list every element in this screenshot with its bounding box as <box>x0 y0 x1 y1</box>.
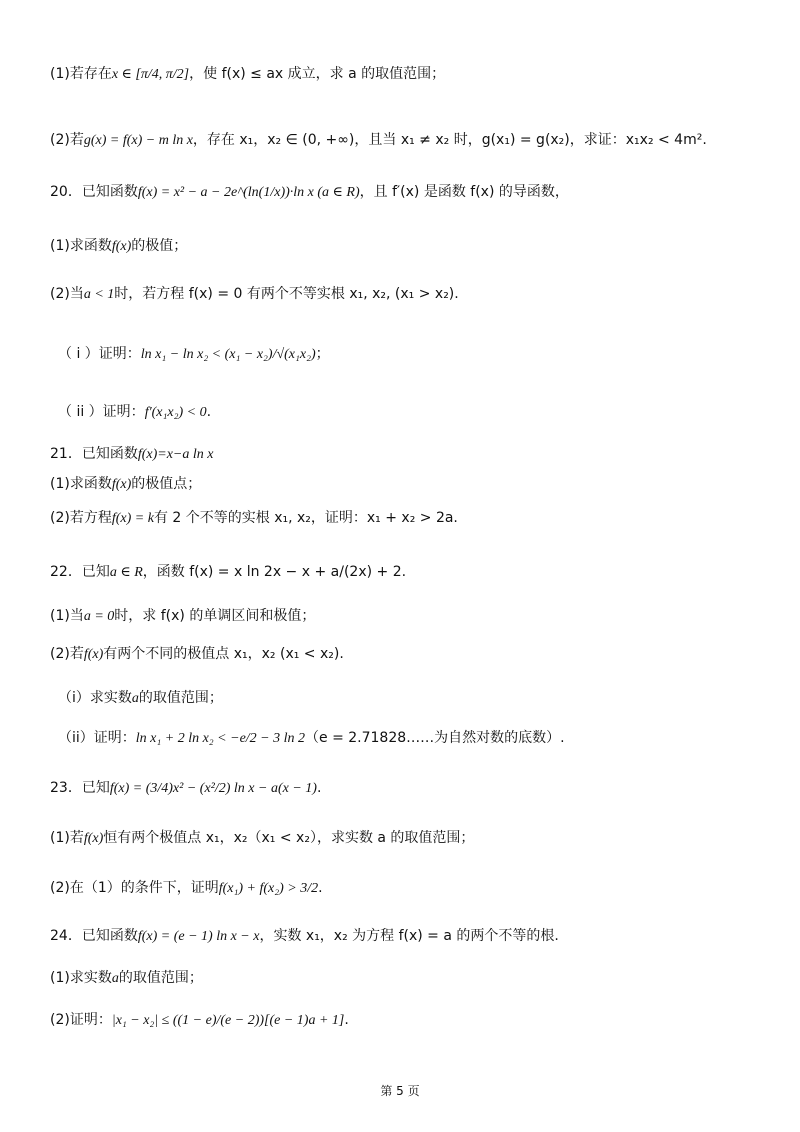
q21-stem <box>50 444 760 465</box>
q22-part2-ii-math: ln x₁ + 2 ln x₂ < −e/2 − 3 ln 2 <box>135 731 306 746</box>
q20-part2-pre: (2)当 <box>50 286 84 302</box>
q19-part1-pre: (1)若存在 <box>50 66 112 82</box>
q22-part2-i-math: a <box>131 691 139 706</box>
q19-part1 <box>50 64 760 85</box>
q20-part1-post: 的极值； <box>131 238 188 254</box>
q20-part1-pre: (1)求函数 <box>50 238 112 254</box>
q22-part2-i <box>58 688 760 709</box>
q21-part2-post: 有 2 个不等的实根 x₁, x₂，证明：x₁ + x₂ > 2a. <box>153 510 458 526</box>
q21-part1-pre: (1)求函数 <box>50 476 112 492</box>
q22-stem-math: a ∈ R <box>109 565 143 580</box>
q20-part1 <box>50 236 760 257</box>
q22-stem-pre: 22．已知 <box>50 564 110 580</box>
q19-part2-pre: (2)若 <box>50 132 84 148</box>
q24-part2-post: . <box>344 1012 349 1028</box>
q23-part2-post: . <box>318 880 323 896</box>
q23-stem-post: . <box>316 780 322 796</box>
q23-stem-pre: 23．已知 <box>50 780 110 796</box>
q21-part1 <box>50 474 760 495</box>
q23-part1-pre: (1)若 <box>50 830 84 846</box>
q20-stem <box>50 182 760 203</box>
q22-part1 <box>50 606 760 627</box>
q22-part1-pre: (1)当 <box>50 608 84 624</box>
q24-part2-pre: (2)证明： <box>50 1012 112 1028</box>
q23-part2-math: f(x₁) + f(x₂) > 3/2 <box>218 881 319 896</box>
q20-part2-i-math: ln x₁ − ln x₂ < (x₁ − x₂)/√(x₁x₂) <box>140 347 316 362</box>
q21-stem-pre: 21．已知函数 <box>50 446 138 462</box>
q20-part2-ii-math: f′(x₁x₂) < 0 <box>144 405 207 420</box>
q23-stem <box>50 778 760 799</box>
q24-part1-math: a <box>111 971 119 986</box>
q22-part2-pre: (2)若 <box>50 646 84 662</box>
q23-part1-post: 恒有两个极值点 x₁，x₂（x₁ < x₂），求实数 a 的取值范围； <box>103 830 475 846</box>
q20-part2-ii-pre: （ ii ）证明： <box>58 404 145 420</box>
q20-part2-ii <box>58 402 760 423</box>
q23-part2-pre: (2)在（1）的条件下，证明 <box>50 880 219 896</box>
q20-stem-post: ，且 f′(x) 是函数 f(x) 的导函数， <box>359 184 569 200</box>
q24-stem-post: ，实数 x₁，x₂ 为方程 f(x) = a 的两个不等的根. <box>259 928 559 944</box>
q22-part2-post: 有两个不同的极值点 x₁，x₂ (x₁ < x₂). <box>103 646 344 662</box>
q20-stem-pre: 20．已知函数 <box>50 184 138 200</box>
q21-part1-math: f(x) <box>111 477 132 492</box>
q24-part2 <box>50 1010 760 1031</box>
q21-part2 <box>50 508 760 529</box>
q23-part1-math: f(x) <box>83 831 104 846</box>
q21-stem-math: f(x)=x−a ln x <box>137 447 214 462</box>
q19-part2 <box>50 130 760 151</box>
q20-part1-math: f(x) <box>111 239 132 254</box>
q21-part1-post: 的极值点； <box>131 476 202 492</box>
q23-part2 <box>50 878 760 899</box>
q24-part1 <box>50 968 760 989</box>
q20-part2-i-post: ； <box>315 346 330 362</box>
q22-part2-i-pre: （i）求实数 <box>58 690 132 706</box>
q24-stem-math: f(x) = (e − 1) ln x − x <box>137 929 260 944</box>
q21-part2-pre: (2)若方程 <box>50 510 112 526</box>
q19-part1-math: x ∈ [π/4, π/2] <box>111 67 190 82</box>
q22-part2-ii <box>58 728 760 749</box>
q24-part1-post: 的取值范围； <box>118 970 203 986</box>
q20-part2-ii-post: . <box>206 404 212 420</box>
q24-part2-math: |x₁ − x₂| ≤ ((1 − e)/(e − 2))[(e − 1)a + 1] <box>111 1013 345 1028</box>
q20-part2-i-pre: （ i ）证明： <box>58 346 141 362</box>
q22-part2-math: f(x) <box>83 647 104 662</box>
q21-part2-math: f(x) = k <box>111 511 154 526</box>
q22-part1-post: 时，求 f(x) 的单调区间和极值； <box>114 608 316 624</box>
q20-part2 <box>50 284 760 305</box>
q23-part1 <box>50 828 760 849</box>
q20-stem-math: f(x) = x² − a − 2e^(ln(1/x))·ln x (a ∈ R) <box>137 185 360 200</box>
q24-stem <box>50 926 760 947</box>
q20-part2-math: a < 1 <box>83 287 115 302</box>
q20-part2-i <box>58 344 760 365</box>
q22-part2-ii-pre: （ii）证明： <box>58 730 136 746</box>
q22-part2-ii-post: （e = 2.71828……为自然对数的底数）. <box>305 730 565 746</box>
q22-part2-i-post: 的取值范围； <box>138 690 223 706</box>
q19-part2-math: g(x) = f(x) − m ln x <box>83 133 193 148</box>
q19-part1-post: ，使 f(x) ≤ ax 成立，求 a 的取值范围； <box>189 66 446 82</box>
q22-part1-math: a = 0 <box>83 609 115 624</box>
q22-stem-post: ，函数 f(x) = x ln 2x − x + a/(2x) + 2. <box>142 564 407 580</box>
q22-stem <box>50 562 760 583</box>
q22-part2 <box>50 644 760 665</box>
q19-part2-post: ，存在 x₁，x₂ ∈ (0, +∞)，且当 x₁ ≠ x₂ 时，g(x₁) = g(x₂)，求证：x₁x₂ < 4m². <box>192 132 707 148</box>
q20-part2-post: 时，若方程 f(x) = 0 有两个不等实根 x₁, x₂, (x₁ > x₂). <box>114 286 459 302</box>
q24-stem-pre: 24．已知函数 <box>50 928 138 944</box>
page-number: 第 5 页 <box>380 1084 420 1098</box>
q23-stem-math: f(x) = (3/4)x² − (x²/2) ln x − a(x − 1) <box>109 781 317 796</box>
q24-part1-pre: (1)求实数 <box>50 970 112 986</box>
